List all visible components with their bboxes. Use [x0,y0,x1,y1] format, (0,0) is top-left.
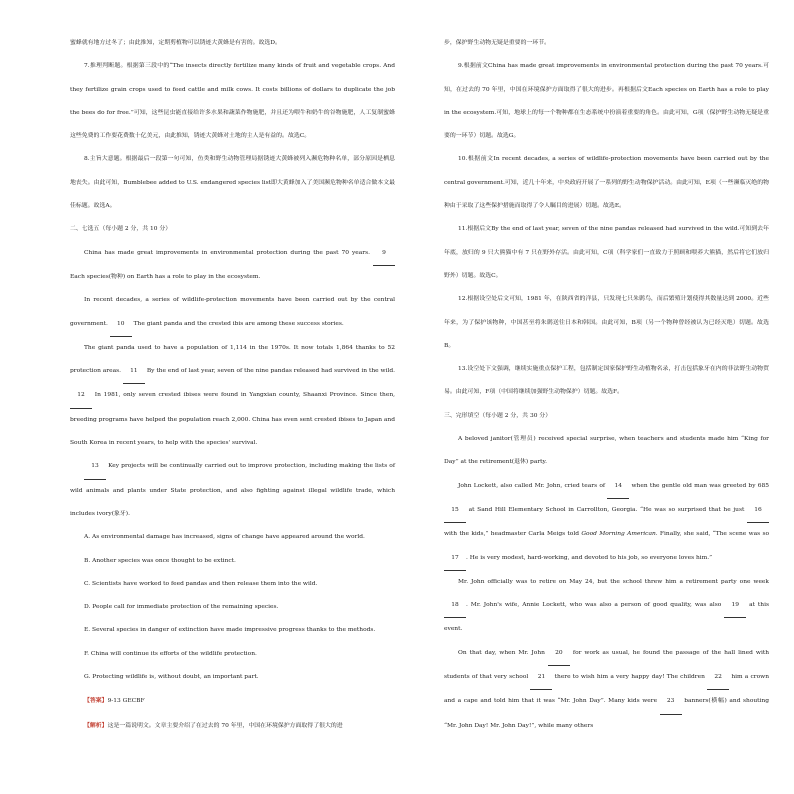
cloze-text: . Mr. John's wife, Annie Lockett, who was also a person of good quality, was also [466,602,722,609]
blank-23[interactable]: 23 [660,690,682,714]
passage-text: By the end of last year, seven of the nine pandas released had survived in the wild. [146,368,395,375]
cloze-text: for work as usual, he found the passage of the hall lined with students of that very school [444,649,770,681]
cloze-text: at Sand Hill Elementary School in Carrollton, Georgia. “He was so surprised that he just [468,506,745,513]
answer-line [70,689,395,713]
blank-17[interactable]: 17 [444,547,466,571]
option-b: B. Another species was once thought to be extinct. [84,557,236,564]
analysis-line [70,714,395,738]
blank-15[interactable]: 15 [444,499,466,523]
cloze-text: when the gentle old man was greeted by 685 [631,482,769,489]
blank-10[interactable]: 10 [110,313,132,337]
blank-16[interactable]: 16 [747,499,769,523]
analysis-continued: 步，保护野生动物无疑是重要的一环节。 [444,40,551,46]
passage-text: The giant panda used to have a population of 1,114 in the 1970s. It now totals 1,864 thanks to 52 protection areas. [70,344,395,375]
cloze-paragraph-2 [444,475,769,571]
passage-text: In 1981, only seven crested ibises were found in Yangxian county, Shaanxi Province. Since then, breeding programs have helped the population reach 2,000. China has even sent crested ibises to Japan and South Korea in recent years, to help with the species' survival. [70,392,396,447]
passage-text: Key projects will be continually carried out to improve protection, including making the lists of wild animals and plants under State protection, and also fighting against illegal wildlife trade, which includes ivory(象牙). [70,463,396,517]
cloze-paragraph-4 [444,642,769,738]
explanation-q9: 9.根据前文China has made great improvements in environmental protection during the past 70 years.可知，在过去的 70 年里，中国在环境保护方面取得了很大的进步。再根据后文Each species on Earth has a role to play in the ecosystem.可知，地球上的每一个物种都在生态系统中扮演着重要的角色。由此可知，G项（保护野生动物无疑是重要的一环节）切题。故选G。 [444,63,769,140]
blank-11[interactable]: 11 [123,360,145,384]
blank-14[interactable]: 14 [607,475,629,499]
option-c: C. Scientists have worked to feed pandas and then release them into the wild. [84,580,318,587]
cloze-text: him a crown and a cape and told him that it was “Mr. John Day”. Many kids were [444,674,769,705]
answer-value: 9-13 GECBF [107,698,145,705]
passage-text: In recent decades, a series of wildlife-protection movements have been carried out by the central government. [70,297,395,327]
explanation-q8: 8.主旨大意题。根据最后一段第一句可知，鱼类和野生动物管理局据锈迹大黄蜂被列入濒危物种名单，部分原因是栖息地丧失。由此可知，Bumblebee added to U.S. endangered species list即大黄蜂加入了美国濒危物种名单适合做本文最佳标题。故选A。 [70,156,395,210]
passage-paragraph-3 [70,337,395,455]
section-header-cloze: 三、完形填空（每小题 2 分，共 30 分） [444,412,552,419]
cloze-text: On that day, when Mr. John [458,649,545,656]
blank-21[interactable]: 21 [530,666,552,690]
cloze-text: Mr. John officially was to retire on May 24, but the school threw him a retirement party one week [458,578,769,585]
paragraph-honeybee-end: 蜜蜂就有地方过冬了；由此推知，定期剪植物可以锈迹大黄蜂是有害的。故选D。 [70,40,281,46]
cloze-text: . He is very modest, hard-working, and devoted to his job, so everyone loves him.” [466,554,713,561]
blank-12[interactable]: 12 [70,384,92,408]
cloze-paragraph-3 [444,571,769,642]
left-column [70,32,395,738]
passage-paragraph-2 [70,289,395,337]
program-title: Good Morning American [581,531,656,538]
explanation-q7: 7.推理判断题。根据第三段中的“The insects directly fertilize many kinds of fruit and vegetable crops. And they fertilize grain crops used to feed cattle and milk cows. It costs billions of dollars to duplicate the job the bees do for free.”可知，这些昆虫能直接给许多水果和蔬菜作物施肥，并且还为喂牛和奶牛的谷物施肥，人工复制蜜蜂这些免费的工作要花费数十亿美元，由此推知，锈迹大黄蜂对土地的主人是有益的。故选C。 [70,63,395,140]
passage-paragraph-1 [70,242,395,290]
blank-22[interactable]: 22 [707,666,729,690]
option-f: F. China will continue its efforts of the wildlife protection. [84,650,257,657]
cloze-paragraph-1: A beloved janitor(管理员) received special surprise, when teachers and students made him “King for Day” at the retirement(退休) party. [444,436,769,466]
cloze-text: there to wish him a very happy day! The children [554,674,705,681]
passage-paragraph-4 [70,455,395,526]
blank-9[interactable]: 9 [373,242,395,266]
explanation-q12: 12.根据设空处后文可知，1981 年，在陕西省的洋县，只发现七只朱鹮鸟，而后繁殖计划使得其数量达到 2000。近些年来，为了保护该物种，中国甚至将朱鹮送往日本和韩国。由此可知，B项（另一个物种曾经被认为已经灭绝）切题。故选B。 [444,296,769,349]
cloze-text: at this event. [444,602,770,633]
option-g: G. Protecting wildlife is, without doubt, an important part. [84,674,259,681]
blank-18[interactable]: 18 [444,594,466,618]
passage-text: China has made great improvements in environmental protection during the past 70 years. [84,249,371,256]
option-e: E. Several species in danger of extinction have made impressive progress thanks to the methods. [84,627,376,634]
option-a: A. As environmental damage has increased, signs of change have appeared around the world. [84,534,365,541]
analysis-value: 这是一篇说明文。文章主要介绍了在过去的 70 年里，中国在环境保护方面取得了很大的进 [107,722,343,729]
analysis-label: 【解析】 [84,721,108,729]
cloze-text: with the kids,” headmaster Carla Meigs told [444,531,580,538]
option-d: D. People call for immediate protection of the remaining species. [84,604,279,611]
cloze-text: . Finally, she said, “The scene was so [655,531,770,538]
passage-text: The giant panda and the crested ibis are among these success stories. [133,320,344,327]
right-column [444,32,769,738]
cloze-text: banners(横幅) and shouting “Mr. John Day! Mr. John Day!”, while many others [444,698,769,729]
explanation-q11: 11.根据后文By the end of last year, seven of the nine pandas released had survived in the wild.可知到去年年底，放归的 9 只大熊猫中有 7 只在野外存活。由此可知，C项（科学家们一直致力于照顾和喂养大熊猫，然后将它们放归野外）切题。故选C。 [444,226,769,279]
passage-text: Each species(物种) on Earth has a role to play in the ecosystem. [70,273,261,280]
explanation-q10: 10.根据前文In recent decades, a series of wildlife-protection movements have been carried out by the central government.可知，近几十年来，中央政府开展了一系列的野生动物保护活动。由此可知，E项（一些濒临灭绝的物种由于采取了这些保护措施而取得了令人瞩目的进展）切题。故选E。 [444,156,769,210]
section-header-seven-choose-five: 二、七选五（每小题 2 分，共 10 分） [70,226,172,233]
answer-label: 【答案】 [84,697,108,705]
explanation-q13: 13.设空处下文强调，继续实施重点保护工程，包括制定国家保护野生动植物名录，打击包括象牙在内的非法野生动物贸易。由此可知，F项（中国将继续加强野生动物保护）切题。故选F。 [444,366,769,396]
cloze-text: John Lockett, also called Mr. John, cried tears of [458,482,606,489]
blank-19[interactable]: 19 [724,594,746,618]
blank-20[interactable]: 20 [548,642,570,666]
blank-13[interactable]: 13 [84,455,106,479]
